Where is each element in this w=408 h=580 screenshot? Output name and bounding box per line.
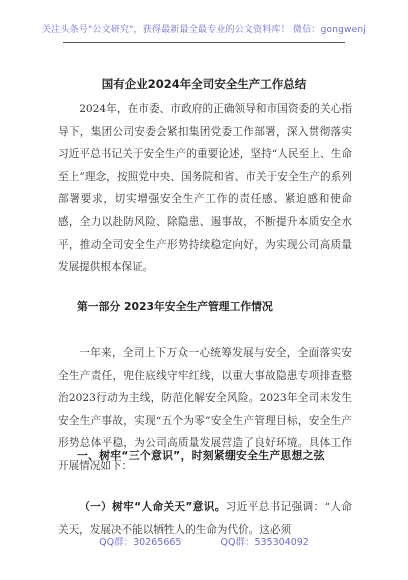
- header-divider: [63, 42, 345, 43]
- header-note: 关注头条号"公文研究"，获得最新最全最专业的公文资料库！ 微信：gongwenj: [42, 25, 366, 35]
- document-title: 国有企业2024年全司安全生产工作总结: [101, 77, 307, 91]
- subsection1-lead: （一）树牢“人命关天”意识。: [79, 501, 226, 513]
- subsection1-body: 习近平总书记强调：“人命关天，发展决不能以牺牲人的生命为代价。这必须: [58, 501, 352, 536]
- part1-heading: 第一部分 2023年安全生产管理工作情况: [77, 300, 273, 313]
- section1-heading: 一、树牢“三个意识”，时刻紧绷安全生产思想之弦: [77, 449, 325, 462]
- footer-contacts: [0, 534, 408, 548]
- part1-paragraph: 一年来，全司上下万众一心统筹发展与安全，全面落实安全生产责任，兜住底线守牢红线，以重大事故隐患专项排查整治2023行动为主线，防范化解安全风险。2023年全司未发生安全生产事故，实现“五个为零”安全生产管理目标，安全生产形势总体平稳，为公司高质量发展营造了良好环境。具体工作开展情况如下：: [58, 347, 352, 472]
- footer-qq-group-2: QQ群：535304092: [220, 537, 309, 548]
- intro-paragraph: 2024年，在市委、市政府的正确领导和市国资委的关心指导下，集团公司安委会紧扣集团党委工作部署，深入贯彻落实习近平总书记关于安全生产的重要论述，坚持“人民至上、生命至上”理念，按照党中央、国务院和省、市关于安全生产的系列部署要求，切实增强安全生产工作的责任感、紧迫感和使命感，全力以赴防风险、除隐患、遏事故，不断提升本质安全水平，推动全司安全生产形势持续稳定向好，为实现公司高质量发展提供根本保证。: [58, 103, 352, 274]
- footer-qq-group-1: QQ群：30265665: [99, 537, 182, 548]
